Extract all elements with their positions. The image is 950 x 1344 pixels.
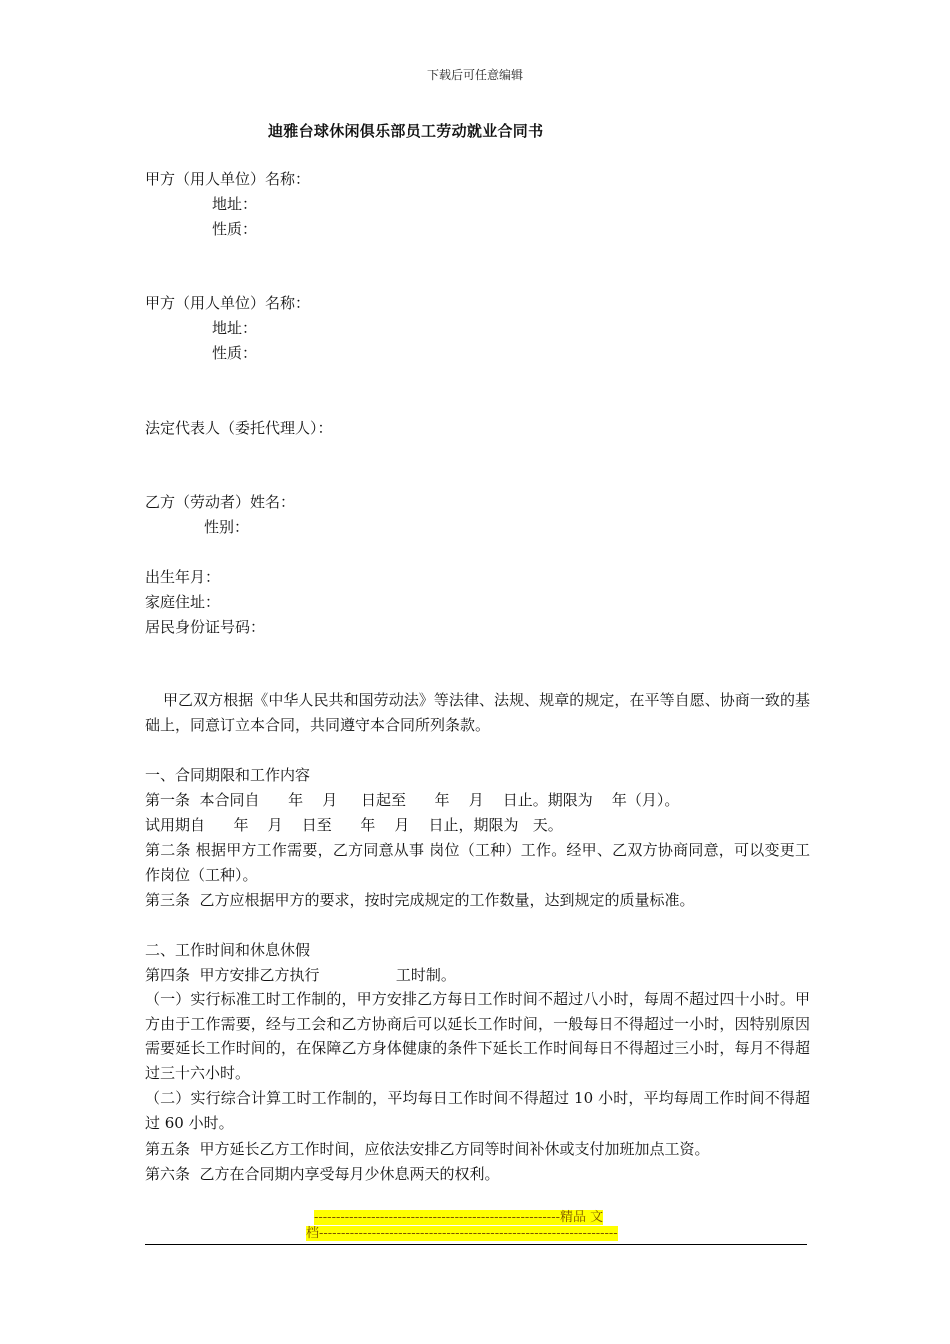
party-b-id-label: 居民身份证号码：: [145, 618, 266, 636]
article-5: 第五条 甲方延长乙方工作时间，应依法安排乙方同等时间补休或支付加班加点工资。: [145, 1140, 710, 1158]
article-3: 第三条 乙方应根据甲方的要求，按时完成规定的工作数量，达到规定的质量标准。: [145, 891, 695, 909]
party-a-name-label-2: 甲方（用人单位）名称：: [145, 294, 311, 312]
probation-period: 试用期自 年 月 日至 年 月 日止，期限为 天。: [145, 816, 563, 834]
article-4-item-1: （一）实行标准工时工作制的，甲方安排乙方每日工作时间不超过八小时，每周不超过四十小时。甲方由于工作需要，经与工会和乙方协商后可以延长工作时间，一般每日不得超过一小时，因特别原因需要延长工作时间的，在保障乙方身体健康的条件下延长工作时间每日不得超过三小时，每月不得超过三十六小时。: [145, 990, 810, 1082]
preamble-paragraph: 甲乙双方根据《中华人民共和国劳动法》等法律、法规、规章的规定，在平等自愿、协商一致的基础上，同意订立本合同，共同遵守本合同所列条款。: [145, 691, 810, 734]
section2-heading: 二、工作时间和休息休假: [145, 941, 311, 959]
article-4: 第四条 甲方安排乙方执行 工时制。: [145, 966, 456, 984]
party-a-address-label: 地址：: [212, 195, 258, 213]
article-1: 第一条 本合同自 年 月 日起至 年 月 日止。期限为 年（月）。: [145, 791, 680, 809]
article-2: 第二条 根据甲方工作需要，乙方同意从事 岗位（工种）工作。经甲、乙双方协商同意，可以变更工作岗位（工种）。: [145, 841, 810, 884]
party-b-gender-label: 性别：: [204, 518, 250, 536]
footer-line-2: 档--------------------------------------------------------------------: [306, 1226, 618, 1241]
document-title: 迪雅台球休闲俱乐部员工劳动就业合同书: [268, 122, 544, 140]
legal-representative-label: 法定代表人（委托代理人）：: [145, 419, 333, 437]
header-note: 下载后可任意编辑: [426, 68, 523, 82]
section1-heading: 一、合同期限和工作内容: [145, 766, 311, 784]
article-6: 第六条 乙方在合同期内享受每月少休息两天的权利。: [145, 1165, 500, 1183]
party-b-name-label: 乙方（劳动者）姓名：: [145, 493, 296, 511]
party-b-birth-label: 出生年月：: [145, 568, 221, 586]
article-4-item-2: （二）实行综合计算工时工作制的，平均每日工作时间不得超过 10 小时，平均每周工作时间不得超过 60 小时。: [145, 1089, 810, 1132]
footer-rule: [145, 1244, 807, 1245]
party-a-name-label: 甲方（用人单位）名称：: [145, 170, 311, 188]
party-a-address-label-2: 地址：: [212, 319, 258, 337]
footer-line-1: --------------------------------------------------------精品 文: [314, 1210, 604, 1225]
party-b-home-label: 家庭住址：: [145, 593, 221, 611]
footer-watermark: [306, 1210, 651, 1242]
party-a-nature-label-2: 性质：: [212, 344, 258, 362]
party-a-nature-label: 性质：: [212, 220, 258, 238]
